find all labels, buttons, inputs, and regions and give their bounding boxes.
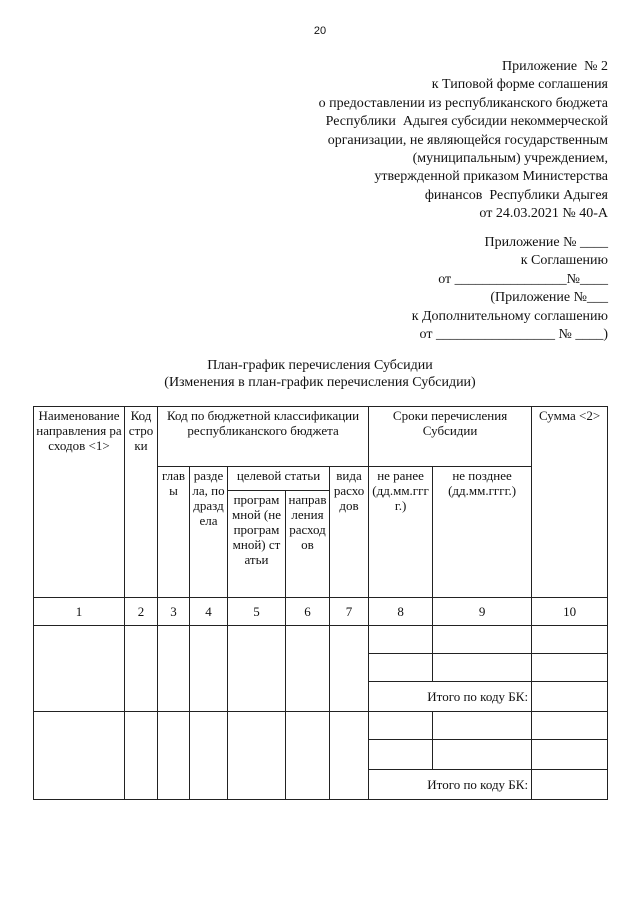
cell-name[interactable] xyxy=(34,712,125,800)
column-number: 7 xyxy=(330,598,369,626)
appendix-header-line: (муниципальным) учреждением, xyxy=(412,151,608,167)
agreement-reference-block xyxy=(412,234,608,344)
header-not-earlier: не ранее (дд.мм.гггг.) xyxy=(369,467,433,598)
total-by-bk-label: Итого по коду БК: xyxy=(369,682,532,712)
column-number: 10 xyxy=(532,598,608,626)
agreement-line: от ________________№____ xyxy=(438,271,608,287)
agreement-line: к Соглашению xyxy=(520,253,608,269)
cell-chapter[interactable] xyxy=(158,626,190,712)
appendix-header-line: от 24.03.2021 № 40-А xyxy=(479,206,608,222)
column-number: 5 xyxy=(228,598,286,626)
appendix-header-line: Республики Адыгея субсидии некоммерческой xyxy=(325,114,608,130)
cell-not-earlier[interactable] xyxy=(369,654,433,682)
appendix-header-line: о предоставлении из республиканского бюджета xyxy=(318,95,608,111)
plan-title xyxy=(0,357,640,391)
header-sum: Сумма <2> xyxy=(532,407,608,598)
column-number: 1 xyxy=(34,598,125,626)
column-number: 6 xyxy=(286,598,330,626)
table-row xyxy=(34,626,608,654)
header-terms: Сроки перечисления Субсидии xyxy=(369,407,532,467)
header-direction: направления расходов xyxy=(286,491,330,598)
plan-title-line2: (Изменения в план-график перечисления Субсидии) xyxy=(164,375,476,390)
cell-sum[interactable] xyxy=(532,626,608,654)
cell-expense-type[interactable] xyxy=(330,626,369,712)
cell-direction[interactable] xyxy=(286,712,330,800)
cell-not-earlier[interactable] xyxy=(369,712,433,740)
header-program: программной (непрограммной) статьи xyxy=(228,491,286,598)
cell-code[interactable] xyxy=(125,712,158,800)
header-not-later: не позднее (дд.мм.гггг.) xyxy=(433,467,532,598)
appendix-header xyxy=(319,58,608,224)
cell-not-later[interactable] xyxy=(433,740,532,770)
cell-total-sum[interactable] xyxy=(532,682,608,712)
plan-title-line1: План-график перечисления Субсидии xyxy=(207,358,433,373)
cell-not-later[interactable] xyxy=(433,654,532,682)
cell-section[interactable] xyxy=(190,712,228,800)
header-chapter: главы xyxy=(158,467,190,598)
cell-code[interactable] xyxy=(125,626,158,712)
table-row xyxy=(34,712,608,740)
cell-not-later[interactable] xyxy=(433,712,532,740)
cell-section[interactable] xyxy=(190,626,228,712)
agreement-line: от _________________ № ____) xyxy=(419,327,608,343)
header-code: Код строки xyxy=(125,407,158,598)
cell-expense-type[interactable] xyxy=(330,712,369,800)
header-section: раздела, подраздела xyxy=(190,467,228,598)
column-number: 9 xyxy=(433,598,532,626)
appendix-header-line: к Типовой форме соглашения xyxy=(431,77,608,93)
cell-not-earlier[interactable] xyxy=(369,740,433,770)
cell-sum[interactable] xyxy=(532,740,608,770)
agreement-line: (Приложение №___ xyxy=(490,290,608,306)
column-number: 8 xyxy=(369,598,433,626)
payment-schedule-table xyxy=(33,406,608,800)
cell-sum[interactable] xyxy=(532,654,608,682)
header-budget-code: Код по бюджетной классификации республиканского бюджета xyxy=(158,407,369,467)
appendix-header-line: организации, не являющейся государственным xyxy=(327,132,608,148)
cell-chapter[interactable] xyxy=(158,712,190,800)
agreement-line: к Дополнительному соглашению xyxy=(411,308,608,324)
column-number: 3 xyxy=(158,598,190,626)
appendix-header-line: утвержденной приказом Министерства xyxy=(374,169,608,185)
cell-not-later[interactable] xyxy=(433,626,532,654)
page-number: 20 xyxy=(313,25,327,37)
total-by-bk-label: Итого по коду БК: xyxy=(369,770,532,800)
cell-program[interactable] xyxy=(228,712,286,800)
cell-name[interactable] xyxy=(34,626,125,712)
appendix-header-line: Приложение № 2 xyxy=(502,59,608,74)
header-target-article: целевой статьи xyxy=(228,467,330,491)
cell-sum[interactable] xyxy=(532,712,608,740)
agreement-line: Приложение № ____ xyxy=(484,235,608,250)
column-number: 4 xyxy=(190,598,228,626)
cell-direction[interactable] xyxy=(286,626,330,712)
column-number: 2 xyxy=(125,598,158,626)
header-name: Наименование направления расходов <1> xyxy=(34,407,125,598)
cell-not-earlier[interactable] xyxy=(369,626,433,654)
header-expense-type: вида расходов xyxy=(330,467,369,598)
cell-program[interactable] xyxy=(228,626,286,712)
appendix-header-line: финансов Республики Адыгея xyxy=(424,187,608,203)
cell-total-sum[interactable] xyxy=(532,770,608,800)
